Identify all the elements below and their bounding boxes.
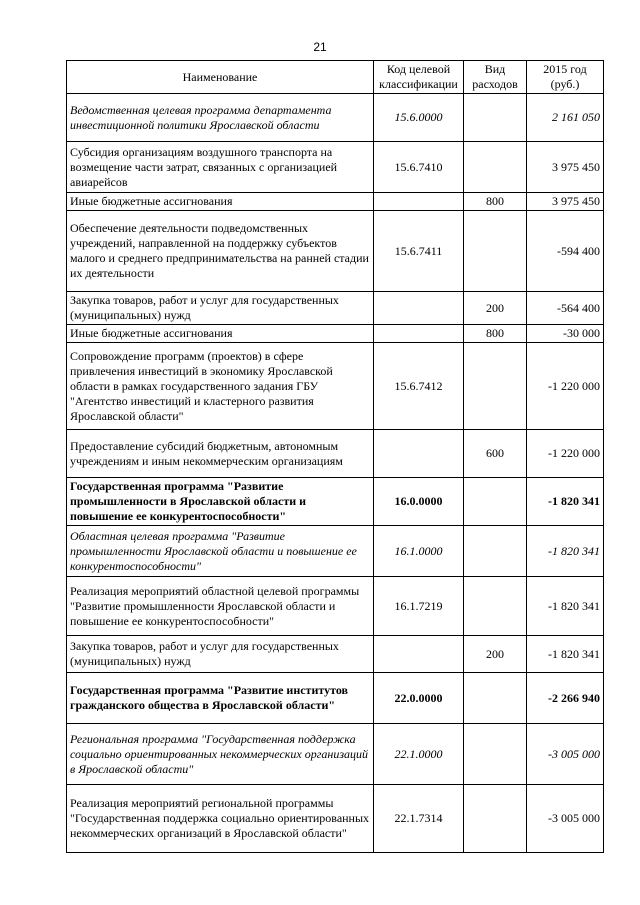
row-amount: -564 400 (527, 292, 604, 325)
row-type (464, 673, 527, 724)
row-amount: 3 975 450 (527, 142, 604, 193)
row-code (374, 292, 464, 325)
header-type: Вид расходов (464, 61, 527, 94)
budget-table (66, 60, 604, 853)
row-amount: -1 220 000 (527, 343, 604, 430)
row-type (464, 211, 527, 292)
row-type (464, 724, 527, 785)
row-code: 15.6.7410 (374, 142, 464, 193)
row-name: Закупка товаров, работ и услуг для государственных (муниципальных) нужд (67, 636, 374, 673)
row-name: Сопровождение программ (проектов) в сфере привлечения инвестиций в экономику Ярославской области в рамках государственного задания ГБУ "Агентство инвестиций и кластерного развития Ярославской области" (67, 343, 374, 430)
row-amount: -2 266 940 (527, 673, 604, 724)
row-code: 16.1.0000 (374, 526, 464, 577)
table-row (67, 292, 604, 325)
row-amount: -1 820 341 (527, 636, 604, 673)
table-row (67, 211, 604, 292)
row-type: 600 (464, 430, 527, 478)
row-name: Закупка товаров, работ и услуг для государственных (муниципальных) нужд (67, 292, 374, 325)
table-row (67, 636, 604, 673)
row-type: 800 (464, 193, 527, 211)
row-type (464, 577, 527, 636)
row-code (374, 193, 464, 211)
row-type (464, 526, 527, 577)
row-amount: -30 000 (527, 325, 604, 343)
table-row (67, 94, 604, 142)
row-amount: -1 220 000 (527, 430, 604, 478)
row-code (374, 636, 464, 673)
header-name: Наименование (67, 61, 374, 94)
row-name: Иные бюджетные ассигнования (67, 325, 374, 343)
row-amount: -594 400 (527, 211, 604, 292)
row-type (464, 343, 527, 430)
row-type: 800 (464, 325, 527, 343)
row-type: 200 (464, 292, 527, 325)
table-row (67, 430, 604, 478)
row-amount: -3 005 000 (527, 724, 604, 785)
row-name: Областная целевая программа "Развитие промышленности Ярославской области и повышение ее конкурентоспособности" (67, 526, 374, 577)
table-row (67, 673, 604, 724)
row-code: 22.0.0000 (374, 673, 464, 724)
row-amount: 3 975 450 (527, 193, 604, 211)
row-name: Реализация мероприятий региональной программы "Государственная поддержка социально ориентированных некоммерческих организаций в Ярославской области" (67, 785, 374, 853)
row-name: Предоставление субсидий бюджетным, автономным учреждениям и иным некоммерческим организациям (67, 430, 374, 478)
header-code: Код целевой классификации (374, 61, 464, 94)
row-amount: 2 161 050 (527, 94, 604, 142)
table-row (67, 577, 604, 636)
page-number: 21 (313, 40, 327, 54)
row-type (464, 142, 527, 193)
row-type (464, 94, 527, 142)
row-name: Реализация мероприятий областной целевой программы "Развитие промышленности Ярославской области и повышение ее конкурентоспособности" (67, 577, 374, 636)
row-amount: -1 820 341 (527, 577, 604, 636)
row-code: 22.1.0000 (374, 724, 464, 785)
row-name: Обеспечение деятельности подведомственных учреждений, направленной на поддержку субъектов малого и среднего предпринимательства на ранней стадии их деятельности (67, 211, 374, 292)
table-row (67, 193, 604, 211)
row-name: Государственная программа "Развитие промышленности в Ярославской области и повышение ее конкурентоспособности" (67, 478, 374, 526)
table-row (67, 325, 604, 343)
table-header-row (67, 61, 604, 94)
row-type (464, 785, 527, 853)
table-row (67, 478, 604, 526)
row-name: Ведомственная целевая программа департамента инвестиционной политики Ярославской области (67, 94, 374, 142)
row-name: Субсидия организациям воздушного транспорта на возмещение части затрат, связанных с организацией авиарейсов (67, 142, 374, 193)
row-code: 16.0.0000 (374, 478, 464, 526)
table-row (67, 343, 604, 430)
row-type (464, 478, 527, 526)
row-code: 15.6.7411 (374, 211, 464, 292)
row-name: Иные бюджетные ассигнования (67, 193, 374, 211)
table-row (67, 785, 604, 853)
row-code: 16.1.7219 (374, 577, 464, 636)
row-code (374, 325, 464, 343)
row-code (374, 430, 464, 478)
row-code: 15.6.7412 (374, 343, 464, 430)
header-amount: 2015 год (руб.) (527, 61, 604, 94)
row-amount: -1 820 341 (527, 526, 604, 577)
row-code: 15.6.0000 (374, 94, 464, 142)
row-amount: -3 005 000 (527, 785, 604, 853)
table-row (67, 142, 604, 193)
row-code: 22.1.7314 (374, 785, 464, 853)
table-row (67, 724, 604, 785)
row-name: Государственная программа "Развитие институтов гражданского общества в Ярославской области" (67, 673, 374, 724)
row-type: 200 (464, 636, 527, 673)
row-amount: -1 820 341 (527, 478, 604, 526)
table-row (67, 526, 604, 577)
row-name: Региональная программа "Государственная поддержка социально ориентированных некоммерческих организаций в Ярославской области" (67, 724, 374, 785)
